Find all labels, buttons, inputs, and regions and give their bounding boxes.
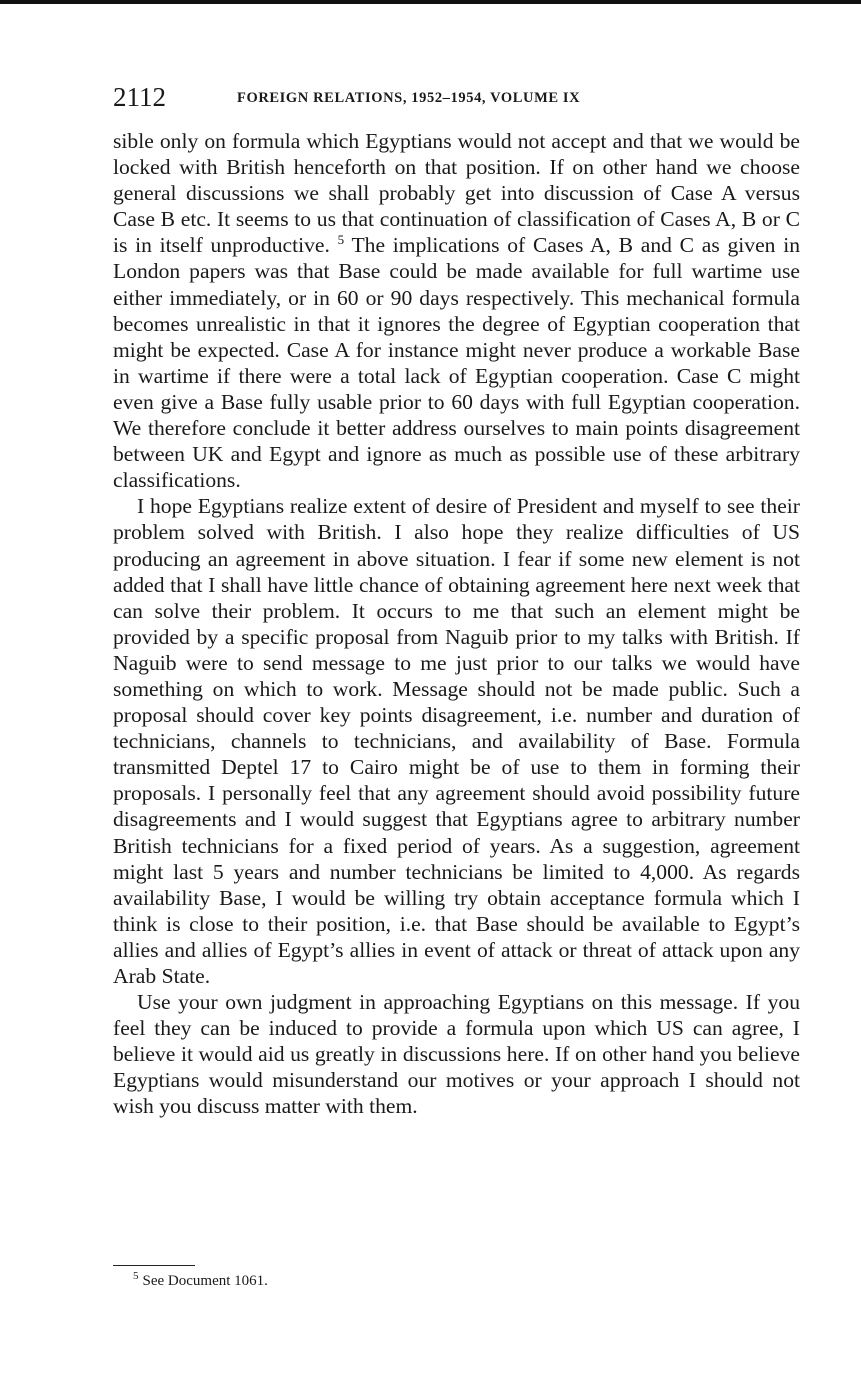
page-number: 2112 (113, 82, 166, 112)
body-text (113, 128, 800, 1120)
footnote-text: See Document 1061. (142, 1273, 268, 1289)
top-border (0, 0, 861, 4)
paragraph-1-part-a: sible only on formula which Egyptians would not accept and that we would be locked with British henceforth on that position. If on other hand we choose general discussions we shall probably get into discussion of Case A versus Case B etc. It seems to us that continuation of classification of Cases A, B or C is in itself unproductive. (113, 129, 800, 258)
footnote-mark: 5 (133, 1270, 139, 1282)
paragraph-2: I hope Egyptians realize extent of desire of President and myself to see their problem solved with British. I also hope they realize difficulties of US producing an agreement in above situation. I fear if some new element is not added that I shall have little chance of obtaining agreement here next week that can solve their problem. It occurs to me that such an element might be provided by a specific proposal from Naguib prior to my talks with British. If Naguib were to send message to me just prior to our talks we would have something on which to work. Message should not be made public. Such a proposal should cover key points disagreement, i.e. number and duration of technicians, channels to technicians, and availability of Base. Formula transmitted Deptel 17 to Cairo might be of use to them in forming their proposals. I personally feel that any agreement should avoid possibility future disagreements and I would suggest that Egyptians agree to arbitrary number British technicians for a fixed period of years. As a suggestion, agreement might last 5 years and number technicians be limited to 4,000. As regards availability Base, I would be willing try obtain acceptance formula which I think is close to their position, i.e. that Base should be available to Egypt’s allies and allies of Egypt’s allies in event of attack or threat of attack upon any Arab State. (113, 494, 800, 988)
running-head: FOREIGN RELATIONS, 1952–1954, VOLUME IX (237, 90, 581, 106)
paragraph-1 (113, 128, 800, 493)
page-header (113, 82, 803, 118)
paragraph-3: Use your own judgment in approaching Egyptians on this message. If you feel they can be induced to provide a formula upon which US can agree, I believe it would aid us greatly in discussions here. If on other hand you believe Egyptians would misunderstand our motives or your approach I should not wish you discuss matter with them. (113, 990, 800, 1119)
footnote-reference: 5 (337, 232, 345, 248)
footnote (133, 1270, 268, 1290)
paragraph-1-part-b: The implications of Cases A, B and C as given in London papers was that Base could be made available for full wartime use either immediately, or in 60 or 90 days respectively. This mechanical formula becomes unrealistic in that it ignores the degree of Egyptian cooperation that might be expected. Case A for instance might never produce a workable Base in wartime if there were a total lack of Egyptian cooperation. Case C might even give a Base fully usable prior to 60 days with full Egyptian cooperation. We therefore conclude it better address ourselves to main points disagreement between UK and Egypt and ignore as much as possible use of these arbitrary classifications. (113, 233, 800, 493)
footnote-divider (113, 1265, 195, 1266)
